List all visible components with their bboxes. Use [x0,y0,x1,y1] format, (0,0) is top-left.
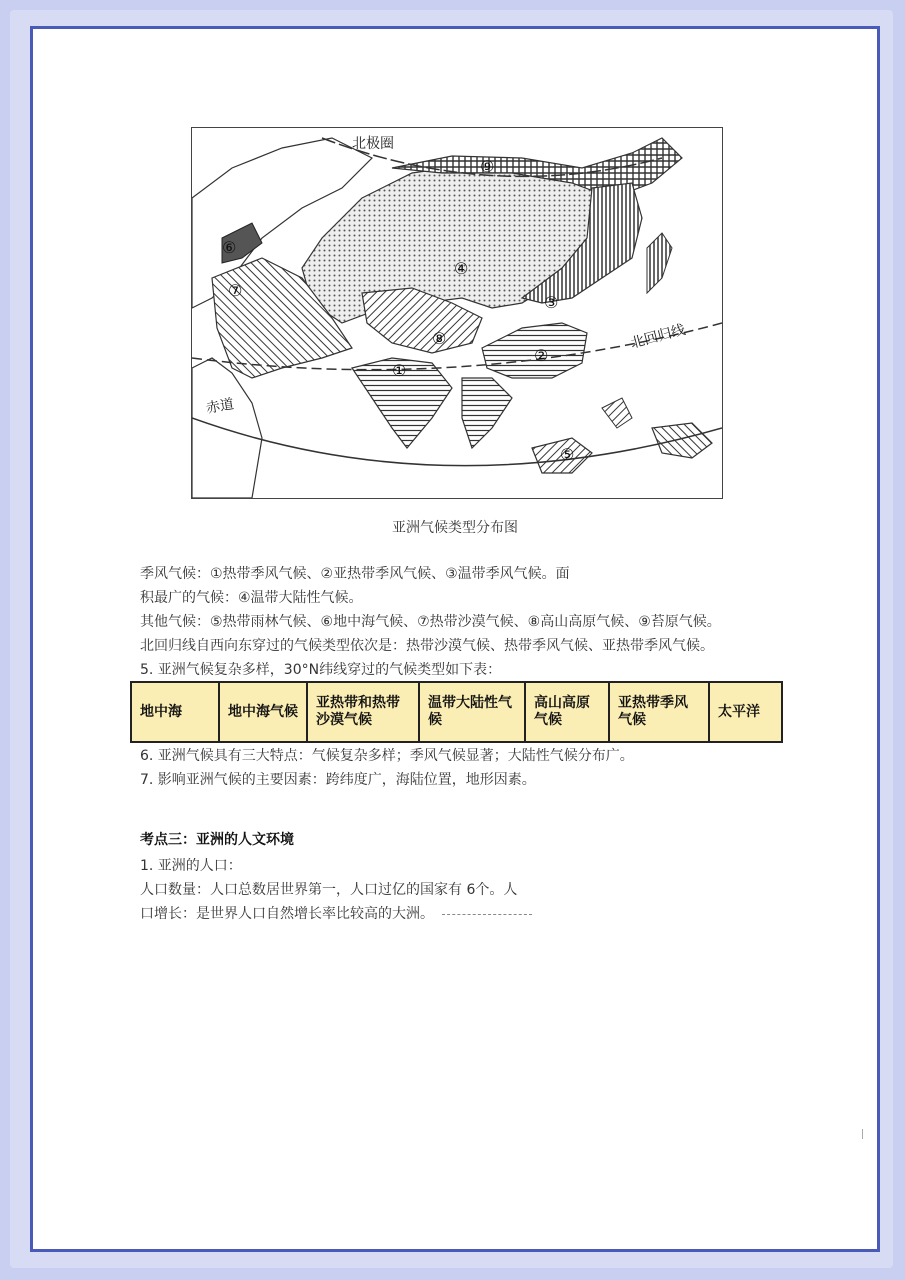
climate-number-2: ② [534,346,549,365]
population-growth-line [140,903,532,925]
monsoon-line-2: 积最广的气候：④温带大陆性气候。 [140,590,363,606]
latitude-30-table [130,681,783,743]
climate-number-9: ⑨ [480,157,495,176]
table-cell: 亚热带和热带沙漠气候 [307,682,419,742]
rainforest-zone-east [652,423,712,458]
map-caption: 亚洲气候类型分布图 [392,520,518,536]
item-7: 7. 影响亚洲气候的主要因素：跨纬度广，海陆位置，地形因素。 [140,772,536,788]
climate-number-5: ⑤ [560,445,575,464]
table-cell: 太平洋 [709,682,782,742]
climate-number-8: ⑧ [432,329,447,348]
population-count: 人口数量：人口总数居世界第一，人口过亿的国家有 6个。人 [140,882,518,898]
population-growth: 口增长：是世界人口自然增长率比较高的大洲。 [140,906,434,922]
other-climate-line: 其他气候：⑤热带雨林气候、⑥地中海气候、⑦热带沙漠气候、⑧高山高原气候、⑨苔原气候。 [140,614,721,630]
africa-outline [192,358,262,498]
dashed-line [442,914,532,915]
climate-number-1: ① [392,361,407,380]
item-5: 5. 亚洲气候复杂多样，30°N纬线穿过的气候类型如下表： [140,662,502,678]
equator-line [192,418,722,466]
table-cell: 高山高原气候 [525,682,609,742]
climate-number-6: ⑥ [222,238,237,257]
tropic-line: 北回归线自西向东穿过的气候类型依次是：热带沙漠气候、热带季风气候、亚热带季风气候。 [140,638,714,654]
table-cell: 地中海 [131,682,219,742]
document-page [30,26,880,1252]
asia-climate-map [191,127,723,499]
population-item: 1. 亚洲的人口： [140,858,242,874]
tropical-monsoon-zone-se [462,378,512,448]
table-cell: 地中海气候 [219,682,307,742]
island-zone [602,398,632,428]
arctic-circle-label: 北极圈 [352,136,394,152]
map-graphic [192,128,722,498]
equator-label: 赤道 [204,396,236,417]
margin-mark [862,1129,863,1139]
tropic-cancer-label: 北回归线 [628,321,688,352]
climate-number-7: ⑦ [228,281,243,300]
monsoon-line-1: 季风气候：①热带季风气候、②亚热带季风气候、③温带季风气候。面 [140,566,570,582]
table-cell: 亚热带季风气候 [609,682,709,742]
climate-number-3: ③ [544,293,559,312]
section-heading: 考点三：亚洲的人文环境 [140,832,294,848]
item-6: 6. 亚洲气候具有三大特点：气候复杂多样；季风气候显著；大陆性气候分布广。 [140,748,634,764]
japan-outline [647,233,672,293]
table-cell: 温带大陆性气候 [419,682,525,742]
climate-number-4: ④ [454,259,469,278]
table-row [131,682,782,742]
